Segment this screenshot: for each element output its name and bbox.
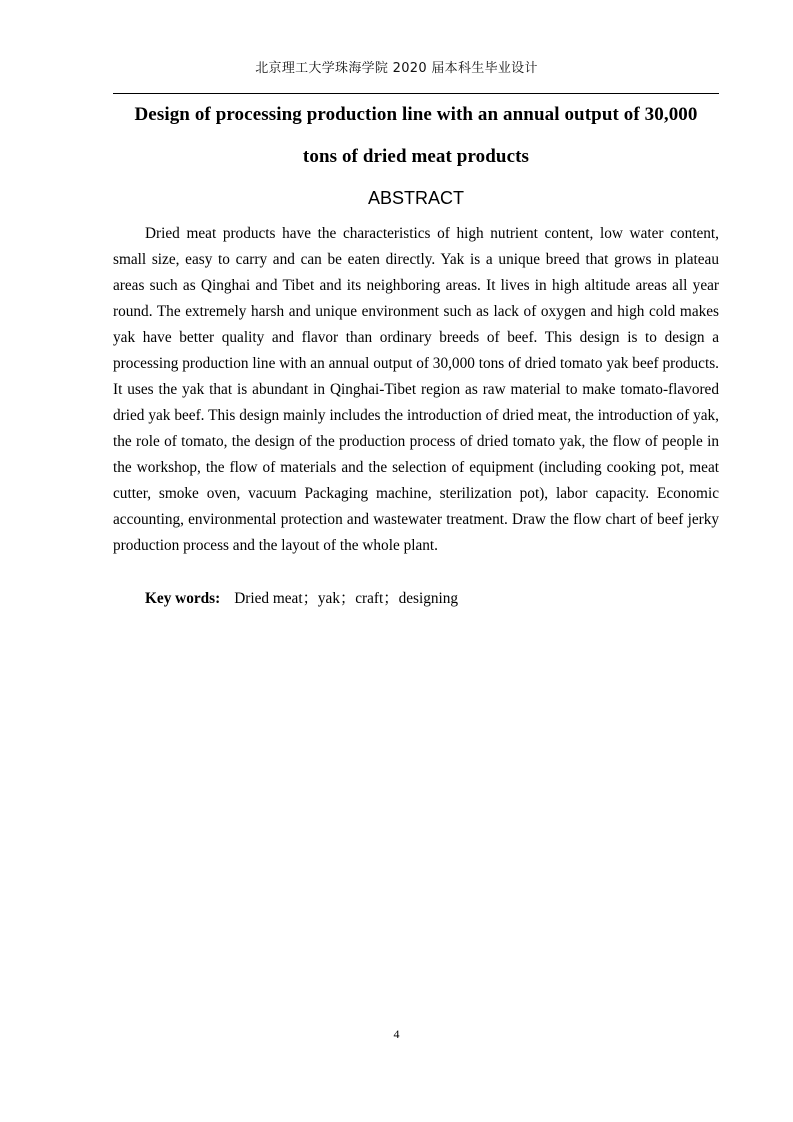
header-divider [113, 93, 719, 94]
abstract-heading: ABSTRACT [367, 188, 464, 208]
keywords-line [145, 586, 719, 612]
keywords-label: Key words: [145, 590, 221, 607]
page-number: 4 [393, 1027, 400, 1041]
running-header: 北京理工大学珠海学院 2020 届本科生毕业设计 [255, 61, 538, 76]
keywords-value: Dried meat；yak；craft；designing [234, 590, 459, 607]
title-line-2: tons of dried meat products [302, 146, 530, 167]
title-line-1: Design of processing production line with an annual output of 30,000 [134, 104, 698, 125]
abstract-body: Dried meat products have the characteristics of high nutrient content, low water content, small size, easy to carry and can be eaten directly. Yak is a unique breed that grows in plateau areas such as Qinghai and Tibet and its neighboring areas. It lives in high altitude areas all year round. The extremely harsh and unique environment such as lack of oxygen and high cold makes yak have better quality and flavor than ordinary breeds of beef. This design is to design a processing production line with an annual output of 30,000 tons of dried tomato yak beef products. It uses the yak that is abundant in Qinghai-Tibet region as raw material to make tomato-flavored dried yak beef. This design mainly includes the introduction of dried meat, the introduction of yak, the role of tomato, the design of the production process of dried tomato yak, the flow of people in the workshop, the flow of materials and the selection of equipment (including cooking pot, meat cutter, smoke oven, vacuum Packaging machine, sterilization pot), labor capacity. Economic accounting, environmental protection and wastewater treatment. Draw the flow chart of beef jerky production process and the layout of the whole plant. [113, 225, 719, 554]
